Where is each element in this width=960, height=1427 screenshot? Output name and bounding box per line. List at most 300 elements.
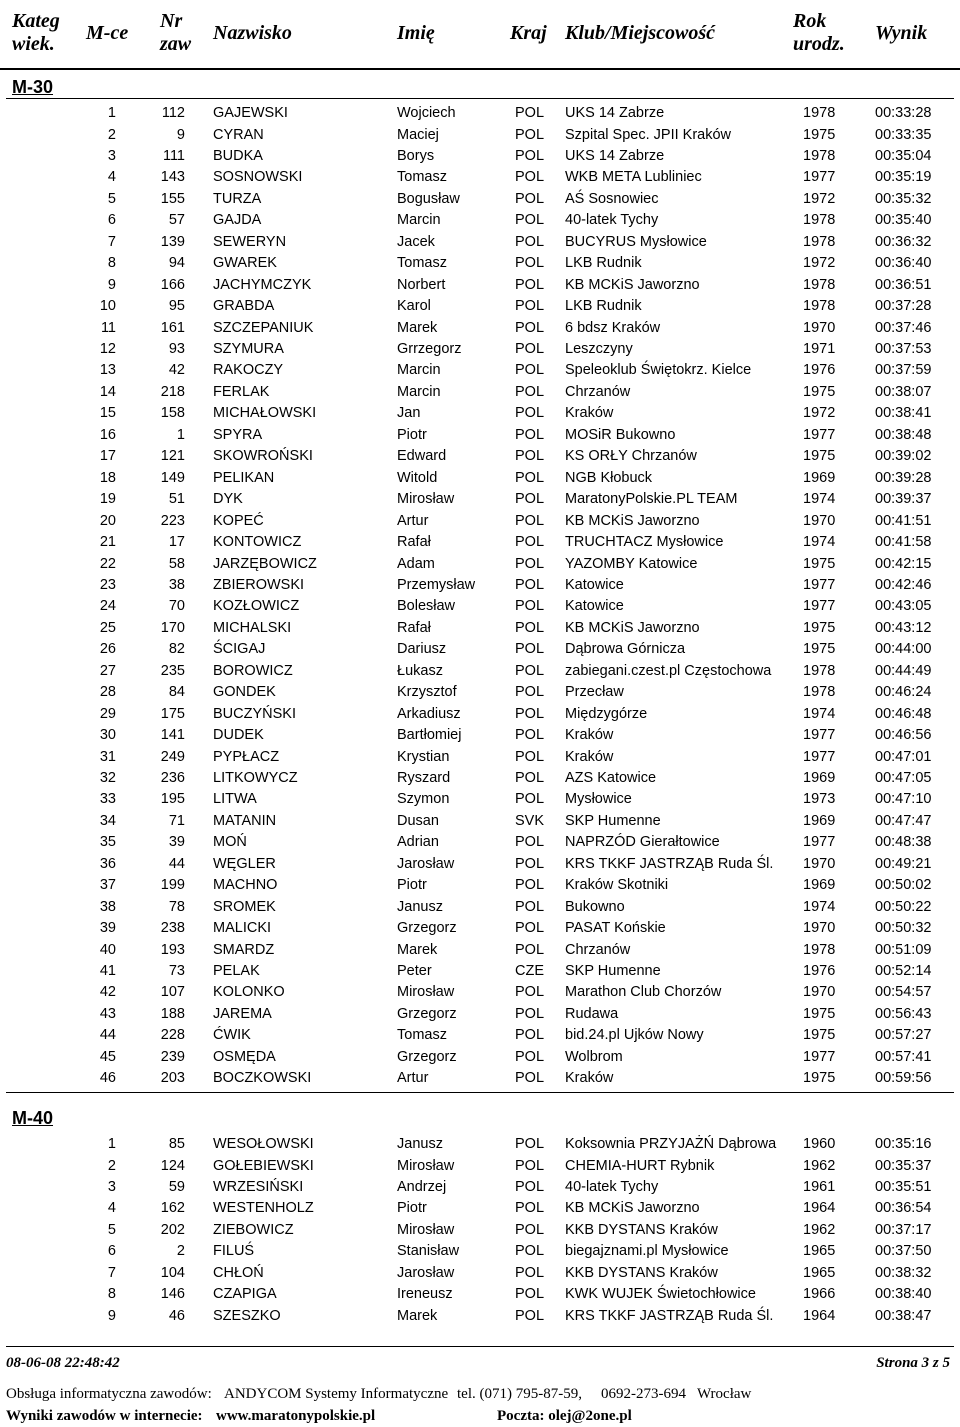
cell-bib: 70 <box>168 598 185 615</box>
cell-bib: 46 <box>168 1307 185 1324</box>
cell-club: NAPRZÓD Gierałtowice <box>565 834 720 851</box>
footer-divider <box>6 1346 954 1347</box>
cell-first-name: Wojciech <box>397 105 456 121</box>
cell-birth-year: 1974 <box>803 534 836 550</box>
cell-club: Chrzanów <box>565 941 631 958</box>
cell-place: 2 <box>107 1157 116 1174</box>
cell-result: 00:49:21 <box>875 855 932 872</box>
cell-result: 00:36:40 <box>875 255 932 272</box>
cell-bib: 203 <box>160 1070 185 1087</box>
cell-place: 12 <box>99 340 116 357</box>
cell-club: 40-latek Tychy <box>565 1178 659 1195</box>
cell-birth-year: 1970 <box>803 319 836 336</box>
cell-country: POL <box>515 298 545 314</box>
table-row <box>0 596 960 617</box>
cell-place: 21 <box>99 534 116 550</box>
cell-first-name: Bartłomiej <box>397 727 462 743</box>
footer-timestamp: 08-06-08 22:48:42 <box>6 1355 120 1371</box>
table-row <box>0 489 960 510</box>
cell-bib: 235 <box>160 662 185 679</box>
table-row <box>0 875 960 896</box>
cell-place: 44 <box>99 1027 116 1044</box>
cell-result: 00:37:59 <box>875 362 932 379</box>
cell-first-name: Jarosław <box>397 1264 455 1281</box>
cell-bib: 1 <box>176 426 185 443</box>
table-row <box>0 189 960 210</box>
cell-birth-year: 1970 <box>803 920 836 937</box>
footer-service-city: Wrocław <box>697 1386 752 1402</box>
cell-bib: 104 <box>160 1264 185 1281</box>
cell-bib: 107 <box>160 984 185 1001</box>
cell-birth-year: 1972 <box>803 190 836 207</box>
table-row <box>0 1198 960 1219</box>
footer-web-link[interactable]: www.maratonypolskie.pl <box>216 1408 376 1424</box>
cell-country: POL <box>515 426 545 443</box>
cell-club: Kraków <box>565 727 614 743</box>
table-row <box>0 468 960 489</box>
cell-surname: WRZESIŃSKI <box>213 1178 304 1195</box>
cell-surname: SEWERYN <box>213 233 287 250</box>
cell-country: POL <box>515 662 545 679</box>
table-row <box>0 382 960 403</box>
cell-bib: 146 <box>160 1286 185 1303</box>
cell-surname: WESTENHOLZ <box>213 1200 314 1217</box>
table-row <box>0 1025 960 1046</box>
header-first-name: Imię <box>397 22 435 44</box>
cell-surname: PYPŁACZ <box>213 748 280 765</box>
cell-place: 15 <box>99 405 116 422</box>
cell-place: 3 <box>107 147 116 164</box>
table-row <box>0 1177 960 1198</box>
cell-country: POL <box>515 555 545 572</box>
cell-surname: BOROWICZ <box>213 662 293 679</box>
cell-country: POL <box>515 769 545 786</box>
cell-birth-year: 1974 <box>803 705 836 722</box>
cell-bib: 141 <box>160 727 185 743</box>
cell-first-name: Marek <box>397 319 438 336</box>
cell-club: Bukowno <box>565 898 625 915</box>
footer-page-number: Strona 3 z 5 <box>876 1355 950 1371</box>
cell-birth-year: 1975 <box>803 383 836 400</box>
cell-result: 00:38:48 <box>875 426 932 443</box>
cell-place: 8 <box>107 255 116 272</box>
cell-bib: 51 <box>168 491 185 508</box>
cell-first-name: Artur <box>397 512 429 529</box>
cell-bib: 112 <box>161 105 185 121</box>
cell-club: zabiegani.czest.pl Częstochowa <box>565 662 772 679</box>
cell-birth-year: 1977 <box>803 1048 836 1065</box>
cell-birth-year: 1977 <box>803 426 836 443</box>
table-row <box>0 661 960 682</box>
header-birth-year <box>793 10 845 56</box>
cell-surname: LITKOWYCZ <box>213 769 298 786</box>
cell-bib: 85 <box>168 1136 185 1152</box>
cell-first-name: Przemysław <box>397 576 476 593</box>
cell-club: SKP Humenne <box>565 963 661 979</box>
cell-first-name: Mirosław <box>397 1157 455 1174</box>
category-divider <box>6 1092 954 1093</box>
cell-place: 18 <box>99 469 116 486</box>
cell-club: Marathon Club Chorzów <box>565 984 722 1001</box>
cell-birth-year: 1974 <box>803 491 836 508</box>
cell-bib: 82 <box>168 641 185 658</box>
table-row <box>0 1220 960 1241</box>
cell-result: 00:51:09 <box>875 941 932 958</box>
cell-club: Katowice <box>565 598 624 615</box>
table-row <box>0 1068 960 1089</box>
cell-surname: GAJDA <box>213 212 262 229</box>
cell-place: 4 <box>107 1200 116 1217</box>
cell-place: 23 <box>99 576 116 593</box>
cell-country: POL <box>515 1048 545 1065</box>
cell-place: 2 <box>107 126 116 143</box>
cell-surname: SOSNOWSKI <box>213 169 303 186</box>
cell-place: 33 <box>99 791 116 808</box>
table-row <box>0 339 960 360</box>
cell-bib: 84 <box>168 684 185 701</box>
cell-first-name: Ireneusz <box>397 1286 453 1303</box>
cell-club: biegajznami.pl Mysłowice <box>565 1243 729 1260</box>
results-table-header <box>0 0 960 70</box>
cell-place: 1 <box>107 105 116 121</box>
cell-club: PASAT Końskie <box>565 920 666 937</box>
cell-club: bid.24.pl Ujków Nowy <box>565 1027 704 1044</box>
cell-result: 00:38:40 <box>875 1286 932 1303</box>
cell-country: POL <box>515 705 545 722</box>
cell-bib: 38 <box>168 576 185 593</box>
table-row <box>0 146 960 167</box>
cell-surname: MICHALSKI <box>213 619 292 636</box>
cell-result: 00:46:48 <box>875 705 932 722</box>
cell-country: POL <box>515 1286 545 1303</box>
cell-club: Międzygórze <box>565 705 648 722</box>
cell-club: UKS 14 Zabrze <box>565 147 665 164</box>
cell-result: 00:38:47 <box>875 1307 932 1324</box>
cell-country: POL <box>515 362 545 379</box>
cell-place: 9 <box>107 1307 116 1324</box>
cell-birth-year: 1975 <box>803 1005 836 1022</box>
cell-birth-year: 1977 <box>803 727 836 743</box>
cell-result: 00:35:37 <box>875 1157 932 1174</box>
cell-bib: 249 <box>160 748 185 765</box>
cell-bib: 57 <box>168 212 185 229</box>
table-row <box>0 982 960 1003</box>
cell-surname: DUDEK <box>213 727 264 743</box>
table-row <box>0 897 960 918</box>
cell-place: 17 <box>99 448 116 465</box>
cell-birth-year: 1964 <box>803 1307 836 1324</box>
table-row <box>0 575 960 596</box>
cell-country: POL <box>515 1200 545 1217</box>
cell-result: 00:57:41 <box>875 1048 932 1065</box>
cell-place: 46 <box>99 1070 116 1087</box>
cell-surname: ZBIEROWSKI <box>213 576 305 593</box>
cell-country: POL <box>515 748 545 765</box>
cell-club: KKB DYSTANS Kraków <box>565 1221 718 1238</box>
cell-first-name: Peter <box>397 963 432 979</box>
cell-result: 00:41:58 <box>875 534 932 550</box>
header-surname: Nazwisko <box>213 22 292 44</box>
cell-place: 8 <box>107 1286 116 1303</box>
cell-country: POL <box>515 877 545 894</box>
cell-first-name: Dariusz <box>397 641 447 658</box>
table-row <box>0 275 960 296</box>
cell-first-name: Krzysztof <box>397 684 457 701</box>
cell-first-name: Marek <box>397 1307 438 1324</box>
table-row <box>0 1306 960 1327</box>
cell-result: 00:44:00 <box>875 641 932 658</box>
cell-place: 6 <box>107 1243 116 1260</box>
cell-result: 00:36:54 <box>875 1200 932 1217</box>
cell-result: 00:46:56 <box>875 727 932 743</box>
table-row <box>0 639 960 660</box>
cell-place: 42 <box>99 984 116 1001</box>
header-club: Klub/Miejscowość <box>565 22 716 44</box>
cell-country: POL <box>515 126 545 143</box>
cell-club: Szpital Spec. JPII Kraków <box>565 126 732 143</box>
cell-place: 9 <box>107 276 116 293</box>
category-label: M-40 <box>12 1108 54 1128</box>
cell-country: POL <box>515 147 545 164</box>
cell-surname: BUDKA <box>213 147 263 164</box>
table-row <box>0 103 960 124</box>
cell-place: 13 <box>99 362 116 379</box>
cell-place: 32 <box>99 769 116 786</box>
cell-first-name: Łukasz <box>397 662 443 679</box>
cell-surname: JARZĘBOWICZ <box>213 555 317 572</box>
cell-surname: PELIKAN <box>213 469 275 486</box>
header-birth-year-line1: Rok <box>793 10 827 32</box>
cell-country: POL <box>515 512 545 529</box>
cell-result: 00:47:01 <box>875 748 932 765</box>
cell-country: POL <box>515 641 545 658</box>
cell-place: 7 <box>107 233 116 250</box>
cell-place: 5 <box>107 1221 116 1238</box>
header-birth-year-line2: urodz. <box>793 33 845 55</box>
cell-first-name: Adam <box>397 555 435 572</box>
cell-first-name: Ryszard <box>397 769 451 786</box>
cell-country: POL <box>515 576 545 593</box>
cell-result: 00:50:02 <box>875 877 932 894</box>
cell-club: KRS TKKF JASTRZĄB Ruda Śl. <box>565 855 774 872</box>
table-row <box>0 747 960 768</box>
cell-country: POL <box>515 834 545 851</box>
footer-service-mobile: 0692-273-694 <box>601 1386 686 1402</box>
cell-surname: MOŃ <box>213 834 247 851</box>
cell-surname: SKOWROŃSKI <box>213 448 313 465</box>
cell-birth-year: 1978 <box>803 233 836 250</box>
cell-country: POL <box>515 1027 545 1044</box>
cell-birth-year: 1975 <box>803 1070 836 1087</box>
cell-result: 00:39:02 <box>875 448 932 465</box>
header-category-line2: wiek. <box>12 33 55 55</box>
cell-bib: 239 <box>160 1048 185 1065</box>
cell-surname: OSMĘDA <box>213 1048 276 1065</box>
cell-surname: PELAK <box>213 963 260 979</box>
cell-club: LKB Rudnik <box>565 255 642 272</box>
cell-place: 41 <box>99 963 116 979</box>
cell-country: POL <box>515 319 545 336</box>
cell-bib: 121 <box>160 448 185 465</box>
cell-country: POL <box>515 469 545 486</box>
cell-bib: 39 <box>168 834 185 851</box>
cell-place: 19 <box>99 491 116 508</box>
cell-country: CZE <box>515 963 544 979</box>
cell-country: POL <box>515 448 545 465</box>
cell-country: POL <box>515 491 545 508</box>
cell-place: 37 <box>99 877 116 894</box>
cell-place: 7 <box>107 1264 116 1281</box>
cell-place: 10 <box>99 298 116 314</box>
cell-club: AZS Katowice <box>565 769 657 786</box>
cell-country: POL <box>515 1005 545 1022</box>
cell-place: 43 <box>99 1005 116 1022</box>
table-row <box>0 918 960 939</box>
table-row <box>0 682 960 703</box>
cell-surname: DYK <box>213 491 243 508</box>
cell-club: KB MCKiS Jaworzno <box>565 1200 700 1217</box>
cell-result: 00:54:57 <box>875 984 932 1001</box>
header-bib-line1: Nr <box>160 10 183 32</box>
cell-place: 3 <box>107 1178 116 1195</box>
cell-first-name: Stanisław <box>397 1243 460 1260</box>
cell-birth-year: 1978 <box>803 941 836 958</box>
cell-result: 00:39:28 <box>875 469 932 486</box>
cell-bib: 139 <box>160 233 185 250</box>
footer-email-link[interactable]: Poczta: olej@2one.pl <box>497 1408 632 1424</box>
cell-surname: SZCZEPANIUK <box>213 319 314 336</box>
category-label: M-30 <box>12 77 54 97</box>
cell-result: 00:47:47 <box>875 812 932 829</box>
cell-birth-year: 1978 <box>803 105 836 121</box>
cell-surname: ĆWIK <box>213 1027 251 1044</box>
cell-first-name: Dusan <box>397 812 439 829</box>
cell-birth-year: 1972 <box>803 255 836 272</box>
cell-first-name: Tomasz <box>397 169 447 186</box>
cell-first-name: Marcin <box>397 383 441 400</box>
cell-surname: GRABDA <box>213 298 275 314</box>
cell-surname: WĘGLER <box>213 855 276 872</box>
cell-club: Kraków <box>565 1070 614 1087</box>
cell-club: 6 bdsz Kraków <box>565 319 661 336</box>
cell-surname: KOZŁOWICZ <box>213 598 300 615</box>
cell-place: 28 <box>99 684 116 701</box>
cell-result: 00:35:19 <box>875 169 932 186</box>
cell-result: 00:36:51 <box>875 276 932 293</box>
cell-place: 35 <box>99 834 116 851</box>
cell-first-name: Tomasz <box>397 255 447 272</box>
cell-birth-year: 1978 <box>803 276 836 293</box>
cell-club: Przecław <box>565 684 624 701</box>
header-country: Kraj <box>510 22 547 44</box>
table-row <box>0 854 960 875</box>
cell-country: POL <box>515 1264 545 1281</box>
header-category-line1: Kateg <box>12 10 60 32</box>
cell-club: MOSiR Bukowno <box>565 426 676 443</box>
cell-surname: CZAPIGA <box>213 1286 277 1303</box>
cell-birth-year: 1970 <box>803 512 836 529</box>
cell-birth-year: 1973 <box>803 791 836 808</box>
cell-bib: 93 <box>168 340 185 357</box>
cell-place: 27 <box>99 662 116 679</box>
cell-country: POL <box>515 1157 545 1174</box>
cell-first-name: Arkadiusz <box>397 705 461 722</box>
cell-club: KRS TKKF JASTRZĄB Ruda Śl. <box>565 1307 774 1324</box>
cell-bib: 71 <box>168 812 185 829</box>
cell-club: KB MCKiS Jaworzno <box>565 512 700 529</box>
header-bib <box>160 10 191 56</box>
cell-result: 00:35:40 <box>875 212 932 229</box>
cell-bib: 94 <box>168 255 185 272</box>
cell-country: POL <box>515 276 545 293</box>
table-row <box>0 961 960 982</box>
cell-country: POL <box>515 791 545 808</box>
table-row <box>0 940 960 961</box>
cell-result: 00:50:22 <box>875 898 932 915</box>
cell-country: POL <box>515 598 545 615</box>
cell-place: 31 <box>99 748 116 765</box>
header-category <box>12 10 60 56</box>
cell-club: NGB Kłobuck <box>565 469 653 486</box>
cell-result: 00:38:32 <box>875 1264 932 1281</box>
cell-country: POL <box>515 105 545 121</box>
cell-club: 40-latek Tychy <box>565 212 659 229</box>
cell-first-name: Rafał <box>397 619 431 636</box>
cell-club: Dąbrowa Górnicza <box>565 641 686 658</box>
cell-birth-year: 1978 <box>803 684 836 701</box>
cell-country: POL <box>515 212 545 229</box>
cell-result: 00:43:12 <box>875 619 932 636</box>
cell-bib: 175 <box>160 705 185 722</box>
cell-surname: SMARDZ <box>213 941 275 958</box>
cell-club: Koksownia PRZYJAŻŃ Dąbrowa <box>565 1136 777 1152</box>
cell-bib: 236 <box>160 769 185 786</box>
cell-surname: FERLAK <box>213 383 270 400</box>
cell-country: POL <box>515 1178 545 1195</box>
table-row <box>0 532 960 553</box>
cell-bib: 162 <box>160 1200 185 1217</box>
cell-country: POL <box>515 340 545 357</box>
cell-place: 4 <box>107 169 116 186</box>
table-row <box>0 1004 960 1025</box>
cell-birth-year: 1960 <box>803 1136 836 1152</box>
cell-surname: GOŁEBIEWSKI <box>213 1157 314 1174</box>
cell-first-name: Grzegorz <box>397 920 457 937</box>
cell-bib: 202 <box>160 1221 185 1238</box>
cell-first-name: Andrzej <box>397 1178 447 1195</box>
cell-bib: 188 <box>160 1005 185 1022</box>
cell-surname: TURZA <box>213 190 262 207</box>
cell-bib: 124 <box>160 1157 185 1174</box>
header-result: Wynik <box>875 22 928 44</box>
cell-country: POL <box>515 1307 545 1324</box>
cell-place: 25 <box>99 619 116 636</box>
table-row <box>0 811 960 832</box>
header-place: M-ce <box>86 22 129 44</box>
cell-first-name: Marcin <box>397 212 441 229</box>
cell-club: Kraków <box>565 748 614 765</box>
cell-first-name: Mirosław <box>397 984 455 1001</box>
cell-result: 00:37:46 <box>875 319 932 336</box>
cell-country: POL <box>515 920 545 937</box>
cell-result: 00:37:50 <box>875 1243 932 1260</box>
cell-bib: 143 <box>160 169 185 186</box>
table-row <box>0 1156 960 1177</box>
cell-bib: 73 <box>168 963 185 979</box>
cell-birth-year: 1969 <box>803 877 836 894</box>
table-row <box>0 704 960 725</box>
cell-first-name: Karol <box>397 298 431 314</box>
